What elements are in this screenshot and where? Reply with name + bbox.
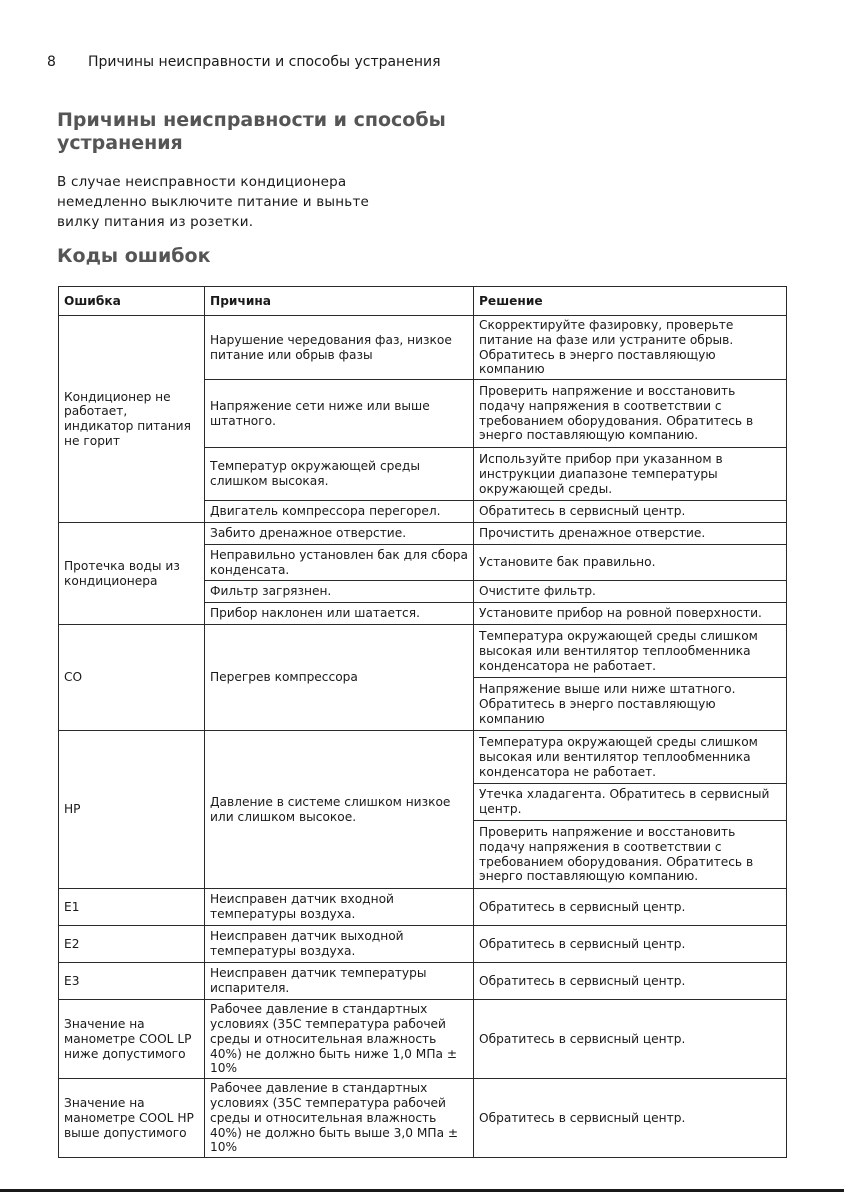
- cause-cell: Температур окружающей среды слишком высокая.: [205, 448, 474, 501]
- cause-cell: Перегрев компрессора: [205, 625, 474, 731]
- column-header-solution: Решение: [474, 287, 787, 316]
- table-row: [59, 316, 787, 380]
- solution-cell: Прочистить дренажное отверстие.: [474, 523, 787, 545]
- table-row: [59, 926, 787, 963]
- error-cell: E3: [59, 963, 205, 1000]
- error-cell: Значение на манометре COOL LP ниже допустимого: [59, 1000, 205, 1079]
- cause-cell: Напряжение сети ниже или выше штатного.: [205, 380, 474, 448]
- solution-cell: Обратитесь в сервисный центр.: [474, 963, 787, 1000]
- table-row: [59, 963, 787, 1000]
- cause-cell: Рабочее давление в стандартных условиях (35С температура рабочей среды и относительная влажность 40%) не должно быть ниже 1,0 МПа ± 10%: [205, 1000, 474, 1079]
- page-number: 8: [47, 54, 56, 70]
- table-header-row: [59, 287, 787, 316]
- solution-cell: Утечка хладагента. Обратитесь в сервисный центр.: [474, 784, 787, 821]
- cause-cell: Фильтр загрязнен.: [205, 581, 474, 603]
- error-codes-table: [58, 286, 787, 1158]
- cause-cell: Неисправен датчик температуры испарителя.: [205, 963, 474, 1000]
- cause-cell: Неисправен датчик входной температуры воздуха.: [205, 889, 474, 926]
- column-header-cause: Причина: [205, 287, 474, 316]
- solution-cell: Проверить напряжение и восстановить подачу напряжения в соответствии с требованием оборудования. Обратитесь в энерго поставляющую компанию.: [474, 380, 787, 448]
- solution-cell: Очистите фильтр.: [474, 581, 787, 603]
- solution-cell: Проверить напряжение и восстановить подачу напряжения в соответствии с требованием оборудования. Обратитесь в энерго поставляющую компанию.: [474, 821, 787, 889]
- cause-cell: Неправильно установлен бак для сбора конденсата.: [205, 545, 474, 581]
- error-cell: E2: [59, 926, 205, 963]
- error-cell: Кондиционер не работает, индикатор питания не горит: [59, 316, 205, 523]
- solution-cell: Температура окружающей среды слишком высокая или вентилятор теплообменника конденсатора не работает.: [474, 731, 787, 784]
- solution-cell: Используйте прибор при указанном в инструкции диапазоне температуры окружающей среды.: [474, 448, 787, 501]
- solution-cell: Обратитесь в сервисный центр.: [474, 1079, 787, 1158]
- solution-cell: Обратитесь в сервисный центр.: [474, 889, 787, 926]
- table-row: [59, 1000, 787, 1079]
- error-codes-heading: Коды ошибок: [57, 245, 211, 267]
- solution-cell: Установите бак правильно.: [474, 545, 787, 581]
- solution-cell: Напряжение выше или ниже штатного. Обратитесь в энерго поставляющую компанию: [474, 678, 787, 731]
- cause-cell: Неисправен датчик выходной температуры воздуха.: [205, 926, 474, 963]
- solution-cell: Скорректируйте фазировку, проверьте питание на фазе или устраните обрыв. Обратитесь в энерго поставляющую компанию: [474, 316, 787, 380]
- solution-cell: Обратитесь в сервисный центр.: [474, 501, 787, 523]
- table-row: [59, 889, 787, 926]
- error-cell: CO: [59, 625, 205, 731]
- table-row: [59, 1079, 787, 1158]
- cause-cell: Забито дренажное отверстие.: [205, 523, 474, 545]
- cause-cell: Нарушение чередования фаз, низкое питание или обрыв фазы: [205, 316, 474, 380]
- table-row: [59, 625, 787, 678]
- table-row: [59, 731, 787, 784]
- error-cell: Протечка воды из кондиционера: [59, 523, 205, 625]
- cause-cell: Двигатель компрессора перегорел.: [205, 501, 474, 523]
- cause-cell: Давление в системе слишком низкое или слишком высокое.: [205, 731, 474, 889]
- cause-cell: Рабочее давление в стандартных условиях (35С температура рабочей среды и относительная влажность 40%) не должно быть выше 3,0 МПа ± 10%: [205, 1079, 474, 1158]
- column-header-error: Ошибка: [59, 287, 205, 316]
- error-cell: Значение на манометре COOL HP выше допустимого: [59, 1079, 205, 1158]
- running-title: Причины неисправности и способы устранения: [88, 54, 441, 70]
- solution-cell: Температура окружающей среды слишком высокая или вентилятор теплообменника конденсатора не работает.: [474, 625, 787, 678]
- solution-cell: Обратитесь в сервисный центр.: [474, 926, 787, 963]
- table-row: [59, 523, 787, 545]
- solution-cell: Установите прибор на ровной поверхности.: [474, 603, 787, 625]
- solution-cell: Обратитесь в сервисный центр.: [474, 1000, 787, 1079]
- intro-paragraph: В случае неисправности кондиционера немедленно выключите питание и выньте вилку питания из розетки.: [57, 174, 370, 230]
- error-cell: HP: [59, 731, 205, 889]
- page-heading: Причины неисправности и способы устранения: [57, 109, 446, 154]
- cause-cell: Прибор наклонен или шатается.: [205, 603, 474, 625]
- error-cell: E1: [59, 889, 205, 926]
